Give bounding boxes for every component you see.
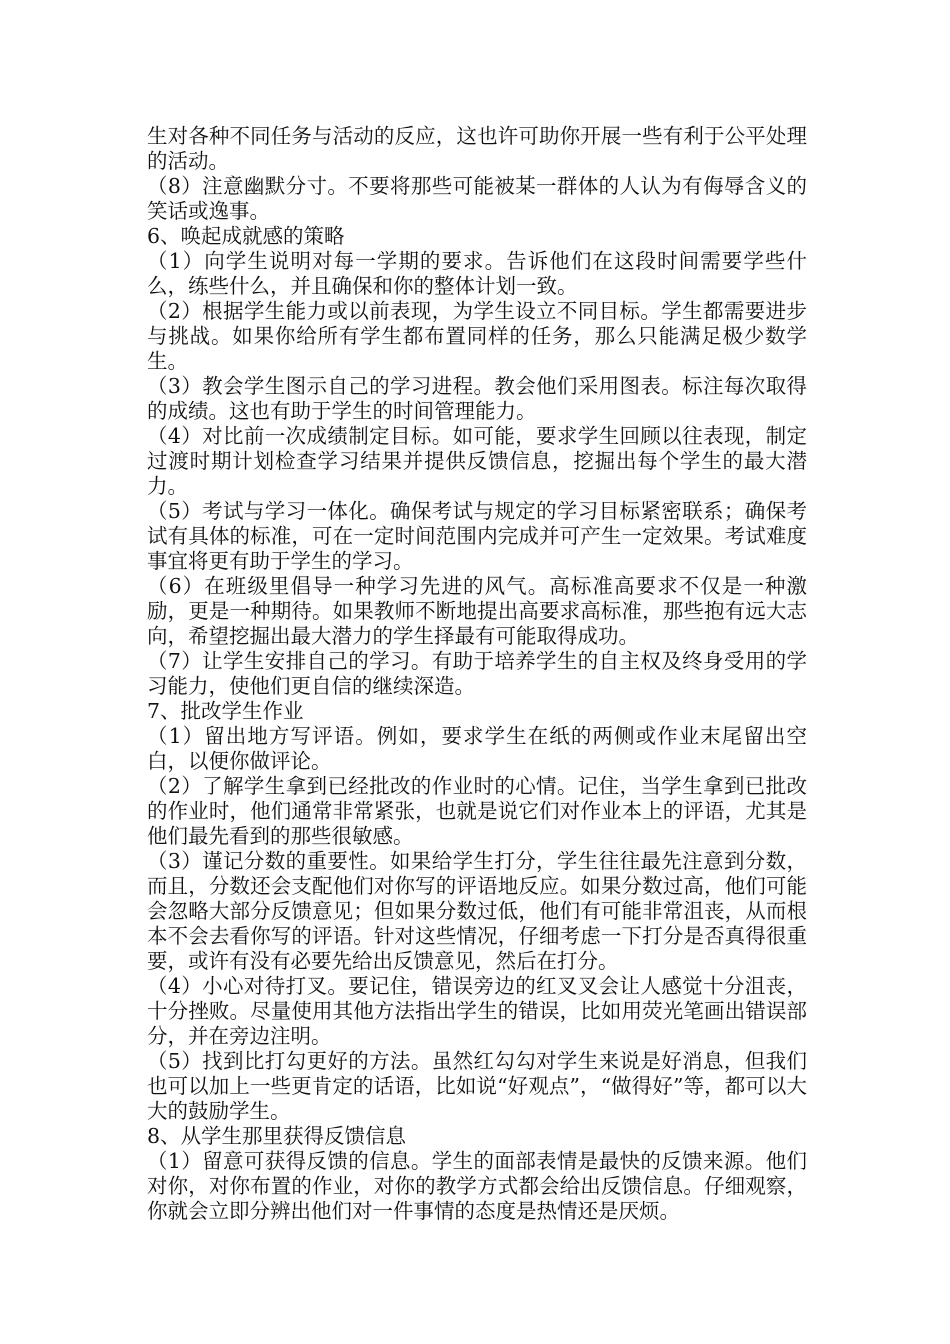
section-heading-6: 6、唤起成就感的策略 — [147, 224, 345, 248]
paragraph-7-item-5: （5）找到比打勾更好的方法。虽然红勾勾对学生来说是好消息，但我们也可以加上一些更肯定的话语，比如说“好观点”，“做得好”等，都可以大大的鼓励学生。 — [147, 1049, 807, 1123]
document-body — [147, 124, 807, 1224]
paragraph-6-item-1: （1）向学生说明对每一学期的要求。告诉他们在这段时间需要学些什么，练些什么，并且确保和你的整体计划一致。 — [147, 249, 807, 298]
paragraph-7-item-2: （2）了解学生拿到已经批改的作业时的心情。记住，当学生拿到已批改的作业时，他们通常非常紧张，也就是说它们对作业本上的评语，尤其是他们最先看到的那些很敏感。 — [147, 774, 807, 848]
paragraph-6-item-2: （2）根据学生能力或以前表现，为学生设立不同目标。学生都需要进步与挑战。如果你给所有学生都布置同样的任务，那么只能满足极少数学生。 — [147, 299, 807, 373]
paragraph-continuation: 生对各种不同任务与活动的反应，这也许可助你开展一些有利于公平处理的活动。 — [147, 124, 807, 173]
paragraph-7-item-4: （4）小心对待打叉。要记住，错误旁边的红叉叉会让人感觉十分沮丧，十分挫败。尽量使用其他方法指出学生的错误，比如用荧光笔画出错误部分，并在旁边注明。 — [147, 974, 807, 1048]
paragraph-7-item-1: （1）留出地方写评语。例如，要求学生在纸的两侧或作业末尾留出空白，以便你做评论。 — [147, 724, 807, 773]
paragraph-6-item-3: （3）教会学生图示自己的学习进程。教会他们采用图表。标注每次取得的成绩。这也有助于学生的时间管理能力。 — [147, 374, 807, 423]
paragraph-6-item-5: （5）考试与学习一体化。确保考试与规定的学习目标紧密联系；确保考试有具体的标准，可在一定时间范围内完成并可产生一定效果。考试难度事宜将更有助于学生的学习。 — [147, 499, 807, 573]
paragraph-6-item-4: （4）对比前一次成绩制定目标。如可能，要求学生回顾以往表现，制定过渡时期计划检查学习结果并提供反馈信息，挖掘出每个学生的最大潜力。 — [147, 424, 807, 498]
section-heading-8: 8、从学生那里获得反馈信息 — [147, 1124, 407, 1148]
paragraph-6-item-7: （7）让学生安排自己的学习。有助于培养学生的自主权及终身受用的学习能力，使他们更自信的继续深造。 — [147, 649, 807, 698]
section-heading-7: 7、批改学生作业 — [147, 699, 304, 723]
paragraph-6-item-6: （6）在班级里倡导一种学习先进的风气。高标准高要求不仅是一种激励，更是一种期待。如果教师不断地提出高要求高标准，那些抱有远大志向，希望挖掘出最大潜力的学生择最有可能取得成功。 — [147, 574, 807, 648]
paragraph-7-item-3: （3）谨记分数的重要性。如果给学生打分，学生往往最先注意到分数，而且，分数还会支配他们对你写的评语地反应。如果分数过高，他们可能会忽略大部分反馈意见；但如果分数过低，他们有可能非常沮丧，从而根本不会去看你写的评语。针对这些情况，仔细考虑一下打分是否真得很重要，或许有没有必要先给出反馈意见，然后在打分。 — [147, 849, 807, 973]
paragraph-item-8: （8）注意幽默分寸。不要将那些可能被某一群体的人认为有侮辱含义的笑话或逸事。 — [147, 174, 807, 223]
paragraph-8-item-1: （1）留意可获得反馈的信息。学生的面部表情是最快的反馈来源。他们对你，对你布置的作业，对你的教学方式都会给出反馈信息。仔细观察，你就会立即分辨出他们对一件事情的态度是热情还是厌烦。 — [147, 1149, 807, 1223]
